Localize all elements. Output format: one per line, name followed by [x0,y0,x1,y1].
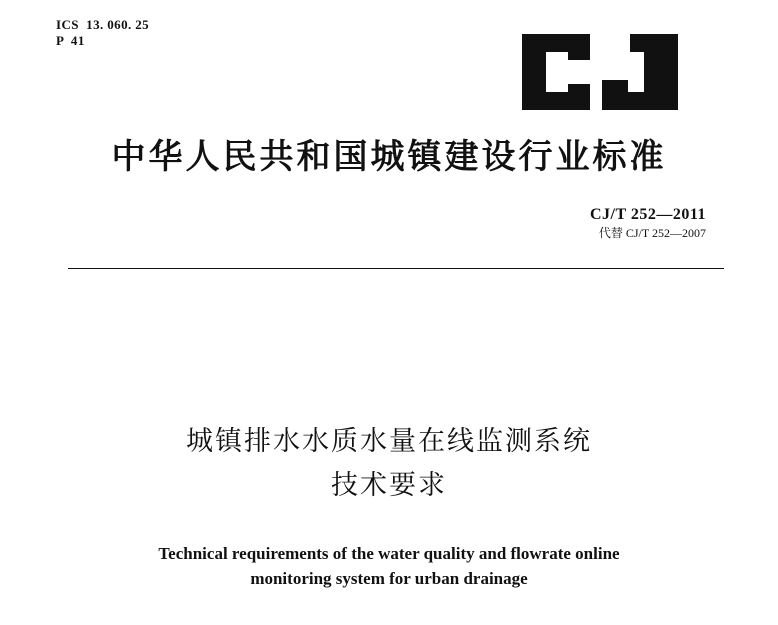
document-title-chinese [0,420,778,508]
cj-logo-letter-j [602,34,678,110]
replaced-standard: 代替 CJ/T 252—2007 [598,226,706,240]
title-en-line-1: Technical requirements of the water quality and flowrate online [158,544,620,563]
document-title-english [0,541,778,591]
standard-number: CJ/T 252—2011 [590,206,706,223]
standard-number-block [590,205,706,241]
header-divider [68,268,724,269]
ccs-code: P 41 [56,33,85,48]
ics-code: ICS 13. 060. 25 [56,17,150,32]
title-cn-line-2: 技术要求 [331,470,447,501]
issuing-authority-title: 中华人民共和国城镇建设行业标准 [111,137,667,177]
cj-logo [520,34,680,110]
title-cn-line-1: 城镇排水水质水量在线监测系统 [186,426,592,457]
classification-codes [56,17,149,49]
cj-logo-letter-c [522,34,590,110]
title-en-line-2: monitoring system for urban drainage [250,569,528,588]
